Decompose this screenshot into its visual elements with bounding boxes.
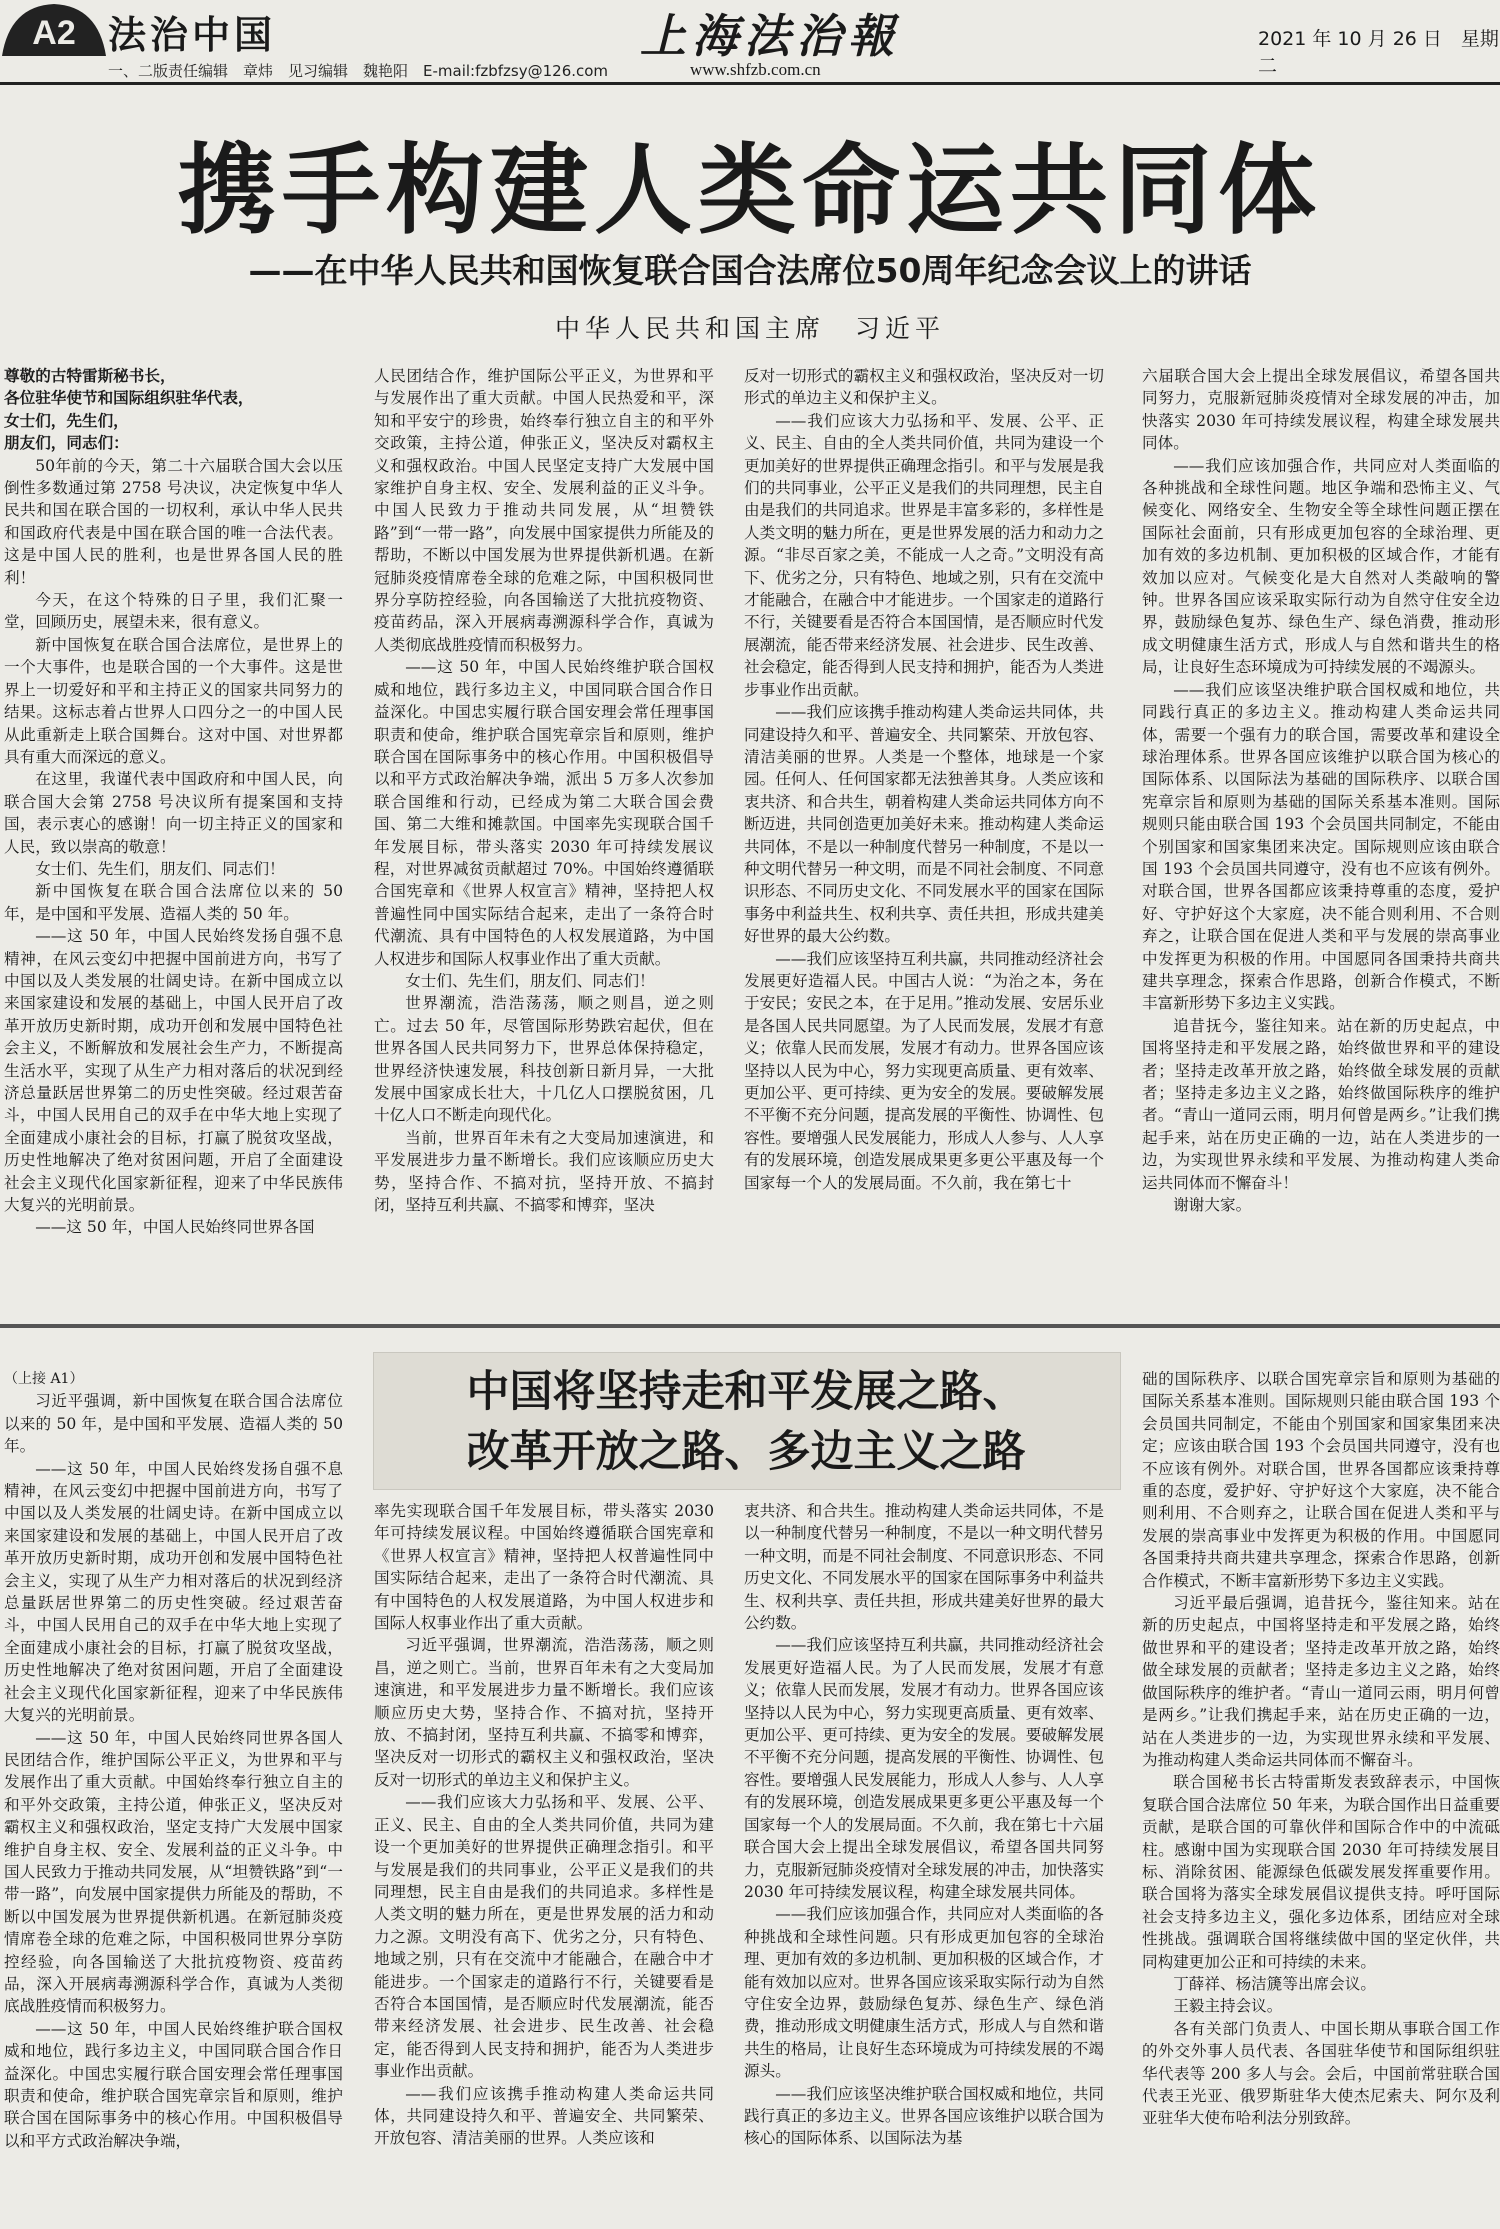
paragraph: 丁薛祥、杨洁篪等出席会议。 <box>1173 1974 1376 1993</box>
newspaper-masthead: 上海法治報 <box>640 9 900 63</box>
salutation: 朋友们，同志们： <box>4 434 129 453</box>
report-column-3 <box>744 1500 1104 2229</box>
paragraph: ——我们应该携手推动构建人类命运共同体，共同建设持久和平、普遍安全、共同繁荣、开放包容、清洁美丽的世界。人类应该和 <box>374 2084 714 2148</box>
paragraph: 今天，在这个特殊的日子里，我们汇聚一堂，回顾历史，展望未来，很有意义。 <box>4 591 343 632</box>
paragraph: 女士们、先生们，朋友们、同志们！ <box>35 859 285 878</box>
paragraph: ——这 50 年，中国人民始终同世界各国人民团结合作，维护国际公平正义，为世界和平与发展作出了重大贡献。中国始终奉行独立自主的和平外交政策，主持公道，伸张正义，坚决反对霸权主义和强权政治，坚定支持广大发展中国家维护自身主权、安全、发展利益的正义斗争。中国人民致力于推动共同发展，从“坦赞铁路”到“一带一路”，向发展中国家提供力所能及的帮助，不断以中国发展为世界提供新机遇。在新冠肺炎疫情席卷全球的危难之际，中国积极同世界分享防控经验，向各国输送了大批抗疫物资、疫苗药品，深入开展病毒溯源科学合作，真诚为人类彻底战胜疫情而积极努力。 <box>4 1728 343 2016</box>
paragraph: 当前，世界百年未有之大变局加速演进，和平发展进步力量不断增长。我们应该顺应历史大势，坚持合作、不搞对抗，坚持开放、不搞封闭，坚持互利共赢、不搞零和博弈，坚决 <box>374 1128 714 1215</box>
paragraph: 率先实现联合国千年发展目标，带头落实 2030 年可持续发展议程。中国始终遵循联合国宪章和《世界人权宣言》精神，坚持把人权普遍性同中国实际结合起来，走出了一条符合时代潮流、具有中国特色的人权发展道路，为中国人权进步和国际人权事业作出了重大贡献。 <box>374 1502 714 1633</box>
website-url[interactable]: www.shfzb.com.cn <box>690 60 821 79</box>
paragraph: 习近平强调，新中国恢复在联合国合法席位以来的 50 年，是中国和平发展、造福人类的 50 年。 <box>4 1392 343 1456</box>
paragraph: 习近平最后强调，追昔抚今，鉴往知来。站在新的历史起点，中国将坚持走和平发展之路，始终做世界和平的建设者；坚持走改革开放之路，始终做全球发展的贡献者；坚持走多边主义之路，始终做国际秩序的维护者。“青山一道同云雨，明月何曾是两乡。”让我们携起手来，站在历史正确的一边，站在人类进步的一边，为实现世界永续和平发展、为推动构建人类命运共同体而不懈奋斗。 <box>1142 1594 1500 1769</box>
page-number: A2 <box>32 14 76 52</box>
header-rule <box>0 82 1500 85</box>
report-title <box>373 1362 1119 1482</box>
paragraph: ——我们应该携手推动构建人类命运共同体，共同建设持久和平、普遍安全、共同繁荣、开放包容、清洁美丽的世界。人类是一个整体，地球是一个家园。任何人、任何国家都无法独善其身。人类应该和衷共济、和合共生，朝着构建人类命运共同体方向不断迈进，共同创造更加美好未来。推动构建人类命运共同体，不是以一种制度代替另一种制度，不是以一种文明代替另一种文明，而是不同社会制度、不同意识形态、不同历史文化、不同发展水平的国家在国际事务中利益共生、权利共享、责任共担，形成共建美好世界的最大公约数。 <box>744 703 1104 946</box>
paragraph: 各有关部门负责人、中国长期从事联合国工作的外交外事人员代表、各国驻华使节和国际组织驻华代表等 200 多人与会。会后，中国前常驻联合国代表王光亚、俄罗斯驻华大使杰尼索夫、阿尔及利亚驻华大使布哈利法分别致辞。 <box>1142 2019 1500 2128</box>
paragraph: 王毅主持会议。 <box>1173 1997 1283 2016</box>
paragraph: 在这里，我谨代表中国政府和中国人民，向联合国大会第 2758 号决议所有提案国和支持国，表示衷心的感谢！向一切主持正义的国家和人民，致以崇高的敬意！ <box>4 770 343 856</box>
salutation: 尊敬的古特雷斯秘书长， <box>4 367 176 385</box>
report-column-4 <box>1142 1368 1500 2229</box>
paragraph: 谢谢大家。 <box>1173 1196 1252 1215</box>
headline-subtitle: ——在中华人民共和国恢复联合国合法席位50周年纪念会议上的讲话 <box>248 251 1252 290</box>
section-title: 法治中国 <box>108 13 277 57</box>
paragraph: 反对一切形式的霸权主义和强权政治，坚决反对一切形式的单边主义和保护主义。 <box>744 367 1104 408</box>
paragraph: 人民团结合作，维护国际公平正义，为世界和平与发展作出了重大贡献。中国人民热爱和平，深知和平安宁的珍贵，始终奉行独立自主的和平外交政策，主持公道，伸张正义，坚决反对霸权主义和强权政治。中国人民坚定支持广大发展中国家维护自身主权、安全、发展利益的正义斗争。中国人民致力于推动共同发展，从“坦赞铁路”到“一带一路”，向发展中国家提供力所能及的帮助，不断以中国发展为世界提供新机遇。在新冠肺炎疫情席卷全球的危难之际，中国积极同世界分享防控经验，向各国输送了大批抗疫物资、疫苗药品，深入开展病毒溯源科学合作，真诚为人类彻底战胜疫情而积极努力。 <box>374 367 714 654</box>
paragraph: 女士们、先生们，朋友们、同志们！ <box>405 971 655 990</box>
speech-column-2 <box>374 365 714 1305</box>
report-title-line-1: 中国将坚持走和平发展之路、 <box>466 1367 1026 1417</box>
paragraph: 六届联合国大会上提出全球发展倡议，希望各国共同努力，克服新冠肺炎疫情对全球发展的冲击，加快落实 2030 年可持续发展议程，构建全球发展共同体。 <box>1142 367 1500 453</box>
paragraph: 联合国秘书长古特雷斯发表致辞表示，中国恢复联合国合法席位 50 年来，为联合国作出日益重要贡献，是联合国的可靠伙伴和国际合作中的中流砥柱。感谢中国为实现联合国 2030 年可持续发展目标、消除贫困、能源绿色低碳发展发挥重要作用。联合国将为落实全球发展倡议提供支持。呼吁国际社会支持多边主义，强化多边体系，团结应对全球性挑战。强调联合国将继续做中国的坚定伙伴，共同构建更加公正和可持续的未来。 <box>1142 1773 1500 1971</box>
paragraph: 础的国际秩序、以联合国宪章宗旨和原则为基础的国际关系基本准则。国际规则只能由联合国 193 个会员国共同制定，不能由个别国家和国家集团来决定；应该由联合国 193 个会员国共同遵守，没有也不应该有例外。对联合国，世界各国都应该秉持尊重的态度，爱护好、守护好这个大家庭，决不能合则利用、不合则弃之，让联合国在促进人类和平与发展的崇高事业中发挥更为积极的作用。中国愿同各国秉持共商共建共享理念，探索合作思路，创新合作模式，不断丰富新形势下多边主义实践。 <box>1142 1370 1500 1590</box>
paragraph: ——这 50 年，中国人民始终发扬自强不息精神，在风云变幻中把握中国前进方向，书写了中国以及人类发展的壮阔史诗。在新中国成立以来国家建设和发展的基础上，中国人民开启了改革开放历史新时期，成功开创和发展中国特色社会主义，不断解放和发展社会生产力，不断提高生活水平，实现了从生产力相对落后的状况到经济总量跃居世界第二的历史性突破。经过艰苦奋斗，中国人民用自己的双手在中华大地上实现了全面建成小康社会的目标，打赢了脱贫攻坚战，历史性地解决了绝对贫困问题，开启了全面建设社会主义现代化国家新征程，迎来了中华民族伟大复兴的光明前景。 <box>4 927 343 1215</box>
issue-date: 2021 年 10 月 26 日 星期二 <box>1258 28 1499 77</box>
paragraph: ——我们应该坚持互利共赢，共同推动经济社会发展更好造福人民。为了人民而发展，发展才有意义；依靠人民而发展，发展才有动力。世界各国应该坚持以人民为中心，努力实现更高质量、更有效率、更加公平、更可持续、更为安全的发展。要破解发展不平衡不充分问题，提高发展的平衡性、协调性、包容性。要增强人民发展能力，形成人人参与、人人享有的发展环境，创造发展成果更多更公平惠及每一个国家每一个人的发展局面。不久前，我在第七十六届联合国大会上提出全球发展倡议，希望各国共同努力，克服新冠肺炎疫情对全球发展的冲击，加快落实 2030 年可持续发展议程，构建全球发展共同体。 <box>744 1636 1104 1901</box>
paragraph: ——这 50 年，中国人民始终维护联合国权威和地位，践行多边主义，中国同联合国合作日益深化。中国忠实履行联合国安理会常任理事国职责和使命，维护联合国宪章宗旨和原则，维护联合国在国际事务中的核心作用。中国积极倡导以和平方式政治解决争端，派出 5 万多人次参加联合国维和行动，已经成为第二大联合国会费国、第二大维和摊款国。中国率先实现联合国千年发展目标，带头落实 2030 年可持续发展议程，对世界减贫贡献超过 70%。中国始终遵循联合国宪章和《世界人权宣言》精神，坚持把人权普遍性同中国实际结合起来，走出了一条符合时代潮流、具有中国特色的人权发展道路，为中国人权进步和国际人权事业作出了重大贡献。 <box>374 658 714 968</box>
paragraph: 新中国恢复在联合国合法席位，是世界上的一个大事件，也是联合国的一个大事件。这是世界上一切爱好和平和主持正义的国家共同努力的结果。这标志着占世界人口四分之一的中国人民从此重新走上联合国舞台。这对中国、对世界都具有重大而深远的意义。 <box>4 635 343 766</box>
paragraph: ——我们应该坚持互利共赢，共同推动经济社会发展更好造福人民。中国古人说：“为治之本，务在于安民；安民之本，在于足用。”推动发展、安居乐业是各国人民共同愿望。为了人民而发展，发展才有意义；依靠人民而发展，发展才有动力。世界各国应该坚持以人民为中心，努力实现更高质量、更有效率、更加公平、更可持续、更为安全的发展。要破解发展不平衡不充分问题，提高发展的平衡性、协调性、包容性。要增强人民发展能力，形成人人参与、人人享有的发展环境，创造发展成果更多更公平惠及每一个国家每一个人的发展局面。不久前，我在第七十 <box>744 949 1104 1192</box>
report-column-1 <box>4 1368 343 2229</box>
report-title-line-2: 改革开放之路、多边主义之路 <box>466 1427 1026 1477</box>
paragraph: ——我们应该大力弘扬和平、发展、公平、正义、民主、自由的全人类共同价值，共同为建设一个更加美好的世界提供正确理念指引。和平与发展是我们的共同事业，公平正义是我们的共同理想，民主自由是我们的共同追求。多样性是人类文明的魅力所在，更是世界发展的活力和动力之源。文明没有高下、优劣之分，只有特色、地域之别，只有在交流中才能融合，在融合中才能进步。一个国家走的道路行不行，关键要看是否符合本国国情，是否顺应时代发展潮流，能否带来经济发展、社会进步、民生改善、社会稳定，能否得到人民支持和拥护，能否为人类进步事业作出贡献。 <box>374 1793 714 2081</box>
report-column-2 <box>374 1500 714 2229</box>
byline: 中华人民共和国主席 习近平 <box>554 314 945 343</box>
paragraph: 习近平强调，世界潮流，浩浩荡荡，顺之则昌，逆之则亡。当前，世界百年未有之大变局加速演进，和平发展进步力量不断增长。我们应该顺应历史大势，坚持合作、不搞对抗，坚持开放、不搞封闭，坚持互利共赢、不搞零和博弈，坚决反对一切形式的霸权主义和强权政治，坚决反对一切形式的单边主义和保护主义。 <box>374 1636 714 1789</box>
speech-column-3 <box>744 365 1104 1305</box>
paragraph: ——我们应该加强合作，共同应对人类面临的各种挑战和全球性问题。只有形成更加包容的全球治理、更加有效的多边机制、更加积极的区域合作，才能有效加以应对。世界各国应该采取实际行动为自然守住安全边界，鼓励绿色复苏、绿色生产、绿色消费，推动形成文明健康生活方式，形成人与自然和谐共生的格局，让良好生态环境成为可持续发展的不竭源头。 <box>744 1905 1104 2081</box>
paragraph: ——这 50 年，中国人民始终同世界各国 <box>35 1218 315 1237</box>
paragraph: ——这 50 年，中国人民始终维护联合国权威和地位，践行多边主义，中国同联合国合作日益深化。中国忠实履行联合国安理会常任理事国职责和使命，维护联合国宪章宗旨和原则，维护联合国在国际事务中的核心作用。中国积极倡导以和平方式政治解决争端， <box>4 2019 343 2150</box>
paragraph: ——我们应该大力弘扬和平、发展、公平、正义、民主、自由的全人类共同价值，共同为建设一个更加美好的世界提供正确理念指引。和平与发展是我们的共同事业，公平正义是我们的共同理想，民主自由是我们的共同追求。世界是丰富多彩的，多样性是人类文明的魅力所在，更是世界发展的活力和动力之源。“非尽百家之美，不能成一人之奇。”文明没有高下、优劣之分，只有特色、地域之别，只有在交流中才能融合，在融合中才能进步。一个国家走的道路行不行，关键要看是否符合本国国情，是否顺应时代发展潮流，能否带来经济发展、社会进步、民生改善、社会稳定，能否得到人民支持和拥护，能否为人类进步事业作出贡献。 <box>744 411 1104 699</box>
salutation: 各位驻华使节和国际组织驻华代表， <box>4 389 254 408</box>
salutation: 女士们，先生们， <box>4 411 129 430</box>
page-number-badge-icon <box>0 0 108 58</box>
paragraph: ——我们应该加强合作，共同应对人类面临的各种挑战和全球性问题。地区争端和恐怖主义、气候变化、网络安全、生物安全等全球性问题正摆在国际社会面前，只有形成更加包容的全球治理、更加有效的多边机制、更加积极的区域合作，才能有效加以应对。气候变化是大自然对人类敲响的警钟。世界各国应该采取实际行动为自然守住安全边界，鼓励绿色复苏、绿色生产、绿色消费，推动形成文明健康生活方式，形成人与自然和谐共生的格局，让良好生态环境成为可持续发展的不竭源头。 <box>1142 456 1500 677</box>
paragraph: ——我们应该坚决维护联合国权威和地位，共同践行真正的多边主义。推动构建人类命运共同体，需要一个强有力的联合国，需要改革和建设全球治理体系。世界各国应该维护以联合国为核心的国际体系、以国际法为基础的国际秩序、以联合国宪章宗旨和原则为基础的国际关系基本准则。国际规则只能由联合国 193 个会员国共同制定，不能由个别国家和国家集团来决定。国际规则应该由联合国 193 个会员国共同遵守，没有也不应该有例外。对联合国，世界各国都应该秉持尊重的态度，爱护好、守护好这个大家庭，决不能合则利用、不合则弃之，让联合国在促进人类和平与发展的崇高事业中发挥更为积极的作用。中国愿同各国秉持共商共建共享理念，探索合作思路，创新合作模式，不断丰富新形势下多边主义实践。 <box>1142 680 1500 1013</box>
paragraph: 追昔抚今，鉴往知来。站在新的历史起点，中国将坚持走和平发展之路，始终做世界和平的建设者；坚持走改革开放之路，始终做全球发展的贡献者；坚持走多边主义之路，始终做国际秩序的维护者。“青山一道同云雨，明月何曾是两乡。”让我们携起手来，站在历史正确的一边，站在人类进步的一边，为实现世界永续和平发展、为推动构建人类命运共同体而不懈奋斗！ <box>1142 1016 1500 1192</box>
paragraph: 50年前的今天，第二十六届联合国大会以压倒性多数通过第 2758 号决议，决定恢复中华人民共和国在联合国的一切权利，承认中华人民共和国政府代表是中国在联合国的唯一合法代表。这是中国人民的胜利，也是世界各国人民的胜利！ <box>4 456 343 587</box>
main-headline: 携手构建人类命运共同体 <box>177 134 1322 248</box>
speech-column-4 <box>1142 365 1500 1305</box>
paragraph: 新中国恢复在联合国合法席位以来的 50 年，是中国和平发展、造福人类的 50 年。 <box>4 882 343 923</box>
paragraph: ——这 50 年，中国人民始终发扬自强不息精神，在风云变幻中把握中国前进方向，书写了中国以及人类发展的壮阔史诗。在新中国成立以来国家建设和发展的基础上，中国人民开启了改革开放历史新时期，成功开创和发展中国特色社会主义，实现了从生产力相对落后的状况到经济总量跃居世界第二的历史性突破。经过艰苦奋斗，中国人民用自己的双手在中华大地上实现了全面建成小康社会的目标，打赢了脱贫攻坚战，历史性地解决了绝对贫困问题，开启了全面建设社会主义现代化国家新征程，迎来了中华民族伟大复兴的光明前景。 <box>4 1459 343 1725</box>
paragraph: 衷共济、和合共生。推动构建人类命运共同体，不是以一种制度代替另一种制度，不是以一种文明代替另一种文明，而是不同社会制度、不同意识形态、不同历史文化、不同发展水平的国家在国际事务中利益共生、权利共享、责任共担，形成共建美好世界的最大公约数。 <box>744 1502 1104 1633</box>
section-divider <box>0 1324 1500 1328</box>
speech-column-1 <box>4 365 343 1305</box>
paragraph: ——我们应该坚决维护联合国权威和地位，共同践行真正的多边主义。世界各国应该维护以联合国为核心的国际体系、以国际法为基 <box>744 2084 1104 2148</box>
continuation-note: （上接 A1） <box>4 1371 84 1387</box>
editor-credits: 一、二版责任编辑 章炜 见习编辑 魏艳阳 E-mail:fzbfzsy@126.com <box>108 62 609 80</box>
paragraph: 世界潮流，浩浩荡荡，顺之则昌，逆之则亡。过去 50 年，尽管国际形势跌宕起伏，但在世界各国人民共同努力下，世界总体保持稳定，世界经济快速发展，科技创新日新月异，一大批发展中国家成长壮大，十几亿人口摆脱贫困，几十亿人口不断走向现代化。 <box>374 994 714 1125</box>
